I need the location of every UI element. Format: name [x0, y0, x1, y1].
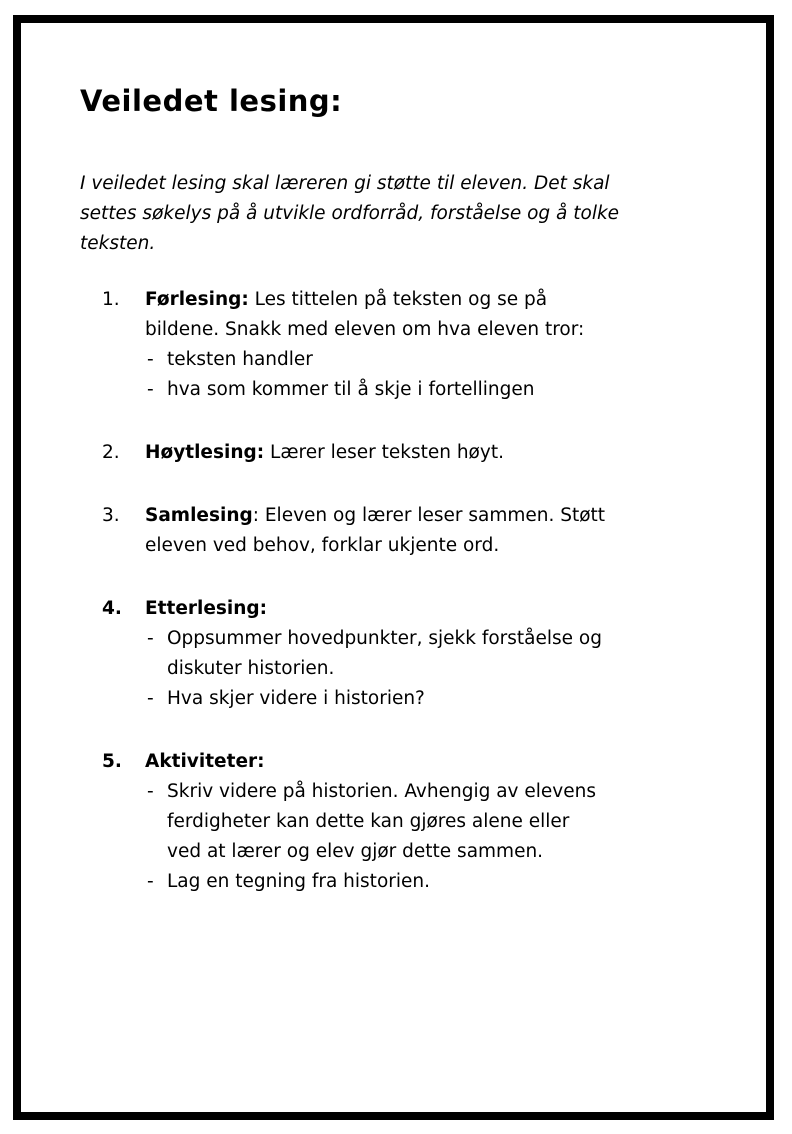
- bullet-line: Hva skjer videre i historien?: [167, 688, 425, 709]
- bullet-text: [167, 777, 738, 867]
- bullet-line: teksten handler: [167, 349, 313, 370]
- bullet-dash: -: [147, 781, 154, 802]
- sub-bullet: [145, 624, 738, 684]
- list-item-samlesing: [80, 501, 738, 561]
- bullet-line: diskuter historien.: [167, 658, 335, 679]
- list-item-aktiviteter: [80, 747, 738, 897]
- page-title: Veiledet lesing:: [80, 84, 343, 118]
- list-item-forlesing: [80, 285, 738, 405]
- item-head-line: [145, 438, 738, 468]
- item-head-text: : Eleven og lærer leser sammen. Støtt: [252, 505, 606, 526]
- item-body: [145, 285, 738, 405]
- bullet-line: Oppsummer hovedpunkter, sjekk forståelse og: [167, 628, 602, 649]
- bullet-line: Lag en tegning fra historien.: [167, 871, 430, 892]
- bullet-line: ved at lærer og elev gjør dette sammen.: [167, 841, 544, 862]
- bullet-text: [167, 684, 738, 714]
- intro-line: teksten.: [80, 233, 156, 254]
- bullet-line: Skriv videre på historien. Avhengig av elevens: [167, 781, 596, 802]
- bullet-line: ferdigheter kan dette kan gjøres alene eller: [167, 811, 570, 832]
- bullet-dash: -: [147, 379, 154, 400]
- item-label: Høytlesing:: [145, 442, 265, 463]
- list-item-hoytlesing: [80, 438, 738, 468]
- item-label: Aktiviteter:: [145, 751, 265, 772]
- intro-line: I veiledet lesing skal læreren gi støtte til eleven. Det skal: [80, 173, 610, 194]
- item-head-text: Les tittelen på teksten og se på: [248, 289, 548, 310]
- item-number: 3.: [102, 505, 120, 526]
- sub-bullet: [145, 867, 738, 897]
- item-head-line: bildene. Snakk med eleven om hva eleven tror:: [145, 319, 585, 340]
- item-head-line: [145, 594, 738, 624]
- sub-bullet: [145, 777, 738, 867]
- item-body: [145, 438, 738, 468]
- item-number: 5.: [102, 751, 122, 772]
- item-number: 2.: [102, 442, 120, 463]
- item-head-text: Lærer leser teksten høyt.: [264, 442, 504, 463]
- bullet-line: hva som kommer til å skje i fortellingen: [167, 379, 535, 400]
- item-label: Førlesing:: [145, 289, 249, 310]
- bullet-text: [167, 375, 738, 405]
- bullet-dash: -: [147, 688, 154, 709]
- item-body: [145, 747, 738, 897]
- list-item-etterlesing: [80, 594, 738, 714]
- numbered-list: [80, 285, 738, 897]
- item-label: Samlesing: [145, 505, 253, 526]
- page-border: [13, 15, 774, 1120]
- bullet-text: [167, 867, 738, 897]
- page-content: [21, 23, 766, 897]
- bullet-text: [167, 345, 738, 375]
- bullet-dash: -: [147, 349, 154, 370]
- intro-paragraph: [80, 169, 738, 259]
- bullet-dash: -: [147, 628, 154, 649]
- sub-bullet: [145, 375, 738, 405]
- item-head-line: [145, 747, 738, 777]
- item-number: 4.: [102, 598, 122, 619]
- item-number: 1.: [102, 289, 120, 310]
- item-head-line: eleven ved behov, forklar ukjente ord.: [145, 535, 500, 556]
- sub-bullet: [145, 684, 738, 714]
- sub-bullet: [145, 345, 738, 375]
- item-head-line: [145, 501, 738, 531]
- bullet-dash: -: [147, 871, 154, 892]
- bullet-text: [167, 624, 738, 684]
- intro-line: settes søkelys på å utvikle ordforråd, forståelse og å tolke: [80, 203, 620, 224]
- item-body: [145, 501, 738, 561]
- item-head-line: [145, 285, 738, 315]
- item-body: [145, 594, 738, 714]
- item-label: Etterlesing:: [145, 598, 268, 619]
